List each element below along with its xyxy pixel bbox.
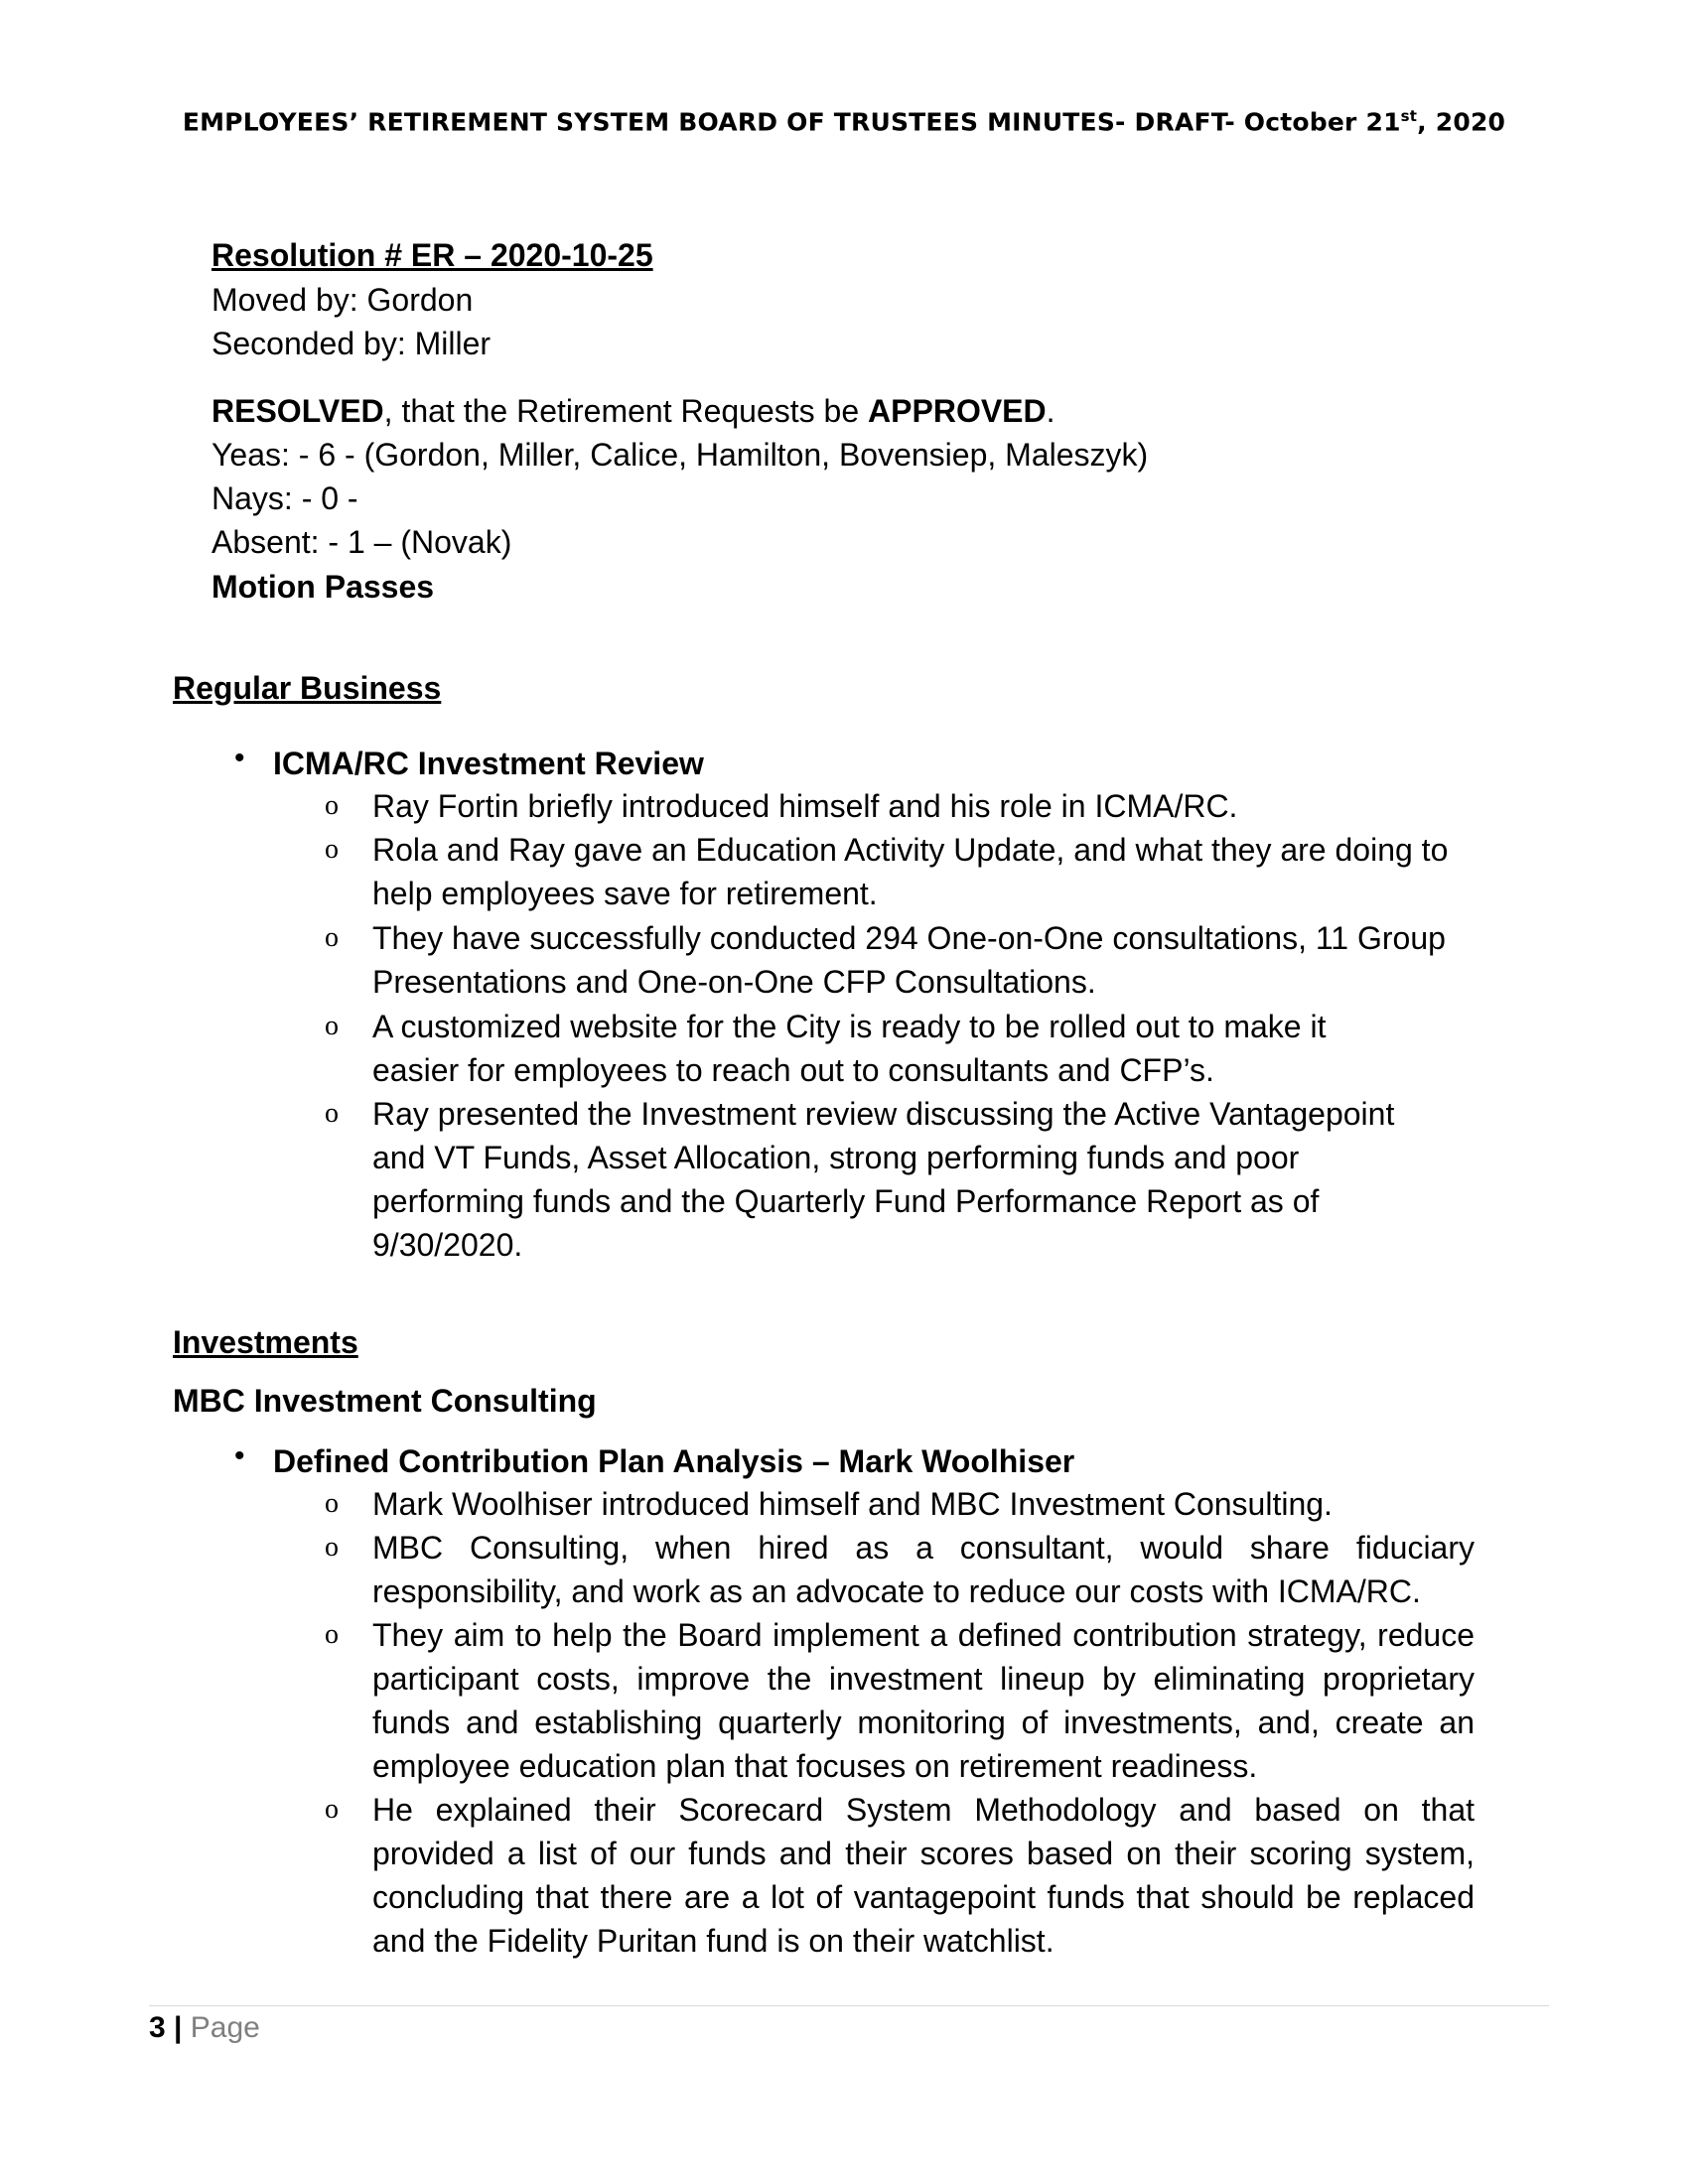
list-item: A customized website for the City is ready to be rolled out to make it easier for employees to reach out to consultants and CFP’s.	[372, 1009, 1327, 1088]
circle-bullet-icon: o	[325, 1794, 339, 1825]
circle-bullet-icon: o	[325, 922, 339, 953]
resolved-statement	[211, 391, 1055, 431]
footer-separator: |	[165, 2011, 191, 2044]
page-footer	[149, 2011, 260, 2045]
header-title: EMPLOYEES’ RETIREMENT SYSTEM BOARD OF TRUSTEES MINUTES- DRAFT- October 21	[182, 107, 1401, 137]
list-item: Ray presented the Investment review discussing the Active Vantagepoint and VT Funds, Asset Allocation, strong performing funds and poor performing funds and the Quarterly Fund Performance Report as of 9/30/2020.	[372, 1096, 1395, 1263]
absent-line: Absent: - 1 – (Novak)	[211, 524, 512, 560]
list-item: They aim to help the Board implement a defined contribution strategy, reduce participant costs, improve the investment lineup by eliminating proprietary funds and establishing quarterly monitoring of investments, and, create an employee education plan that focuses on retirement readiness.	[372, 1617, 1475, 1784]
icma-review-title: ICMA/RC Investment Review	[273, 746, 704, 781]
header-title-end: , 2020	[1417, 107, 1506, 137]
nays-line: Nays: - 0 -	[211, 480, 358, 516]
resolved-text: , that the Retirement Requests be	[383, 393, 869, 429]
bullet-dot-icon: •	[234, 742, 245, 774]
list-item: He explained their Scorecard System Methodology and based on that provided a list of our funds and their scores based on their scoring system, concluding that there are a lot of vantagepoint funds that should be replaced and the Fidelity Puritan fund is on their watchlist.	[372, 1792, 1475, 1959]
header-title-sup: st	[1400, 107, 1418, 125]
yeas-line: Yeas: - 6 - (Gordon, Miller, Calice, Hamilton, Bovensiep, Maleszyk)	[211, 437, 1149, 473]
circle-bullet-icon: o	[325, 1488, 339, 1519]
circle-bullet-icon: o	[325, 790, 339, 821]
circle-bullet-icon: o	[325, 1619, 339, 1650]
seconded-by: Seconded by: Miller	[211, 326, 492, 361]
circle-bullet-icon: o	[325, 1532, 339, 1563]
circle-bullet-icon: o	[325, 1098, 339, 1129]
motion-result: Motion Passes	[211, 569, 435, 605]
moved-by: Moved by: Gordon	[211, 282, 474, 318]
list-item: MBC Consulting, when hired as a consultant, would share fiduciary responsibility, and work as an advocate to reduce our costs with ICMA/RC.	[372, 1530, 1475, 1609]
list-item: Ray Fortin briefly introduced himself and his role in ICMA/RC.	[372, 788, 1238, 824]
list-item: Mark Woolhiser introduced himself and MBC Investment Consulting.	[372, 1486, 1333, 1522]
resolved-end: .	[1046, 393, 1055, 429]
page-label: Page	[190, 2011, 260, 2044]
bullet-dot-icon: •	[234, 1439, 245, 1472]
resolved-word: RESOLVED	[211, 393, 384, 429]
investments-heading: Investments	[173, 1324, 358, 1360]
dc-plan-title: Defined Contribution Plan Analysis – Mark Woolhiser	[273, 1443, 1075, 1479]
page-number: 3	[149, 2011, 166, 2044]
list-item: Rola and Ray gave an Education Activity Update, and what they are doing to help employees save for retirement.	[372, 832, 1449, 911]
approved-word: APPROVED	[868, 393, 1047, 429]
circle-bullet-icon: o	[325, 1011, 339, 1041]
circle-bullet-icon: o	[325, 834, 339, 865]
page-header	[0, 107, 1688, 136]
mbc-subheading: MBC Investment Consulting	[173, 1383, 597, 1419]
resolution-number: Resolution # ER – 2020-10-25	[211, 237, 653, 273]
regular-business-heading: Regular Business	[173, 670, 442, 706]
footer-divider	[149, 2005, 1549, 2006]
list-item: They have successfully conducted 294 One-on-One consultations, 11 Group Presentations and One-on-One CFP Consultations.	[372, 920, 1446, 1000]
